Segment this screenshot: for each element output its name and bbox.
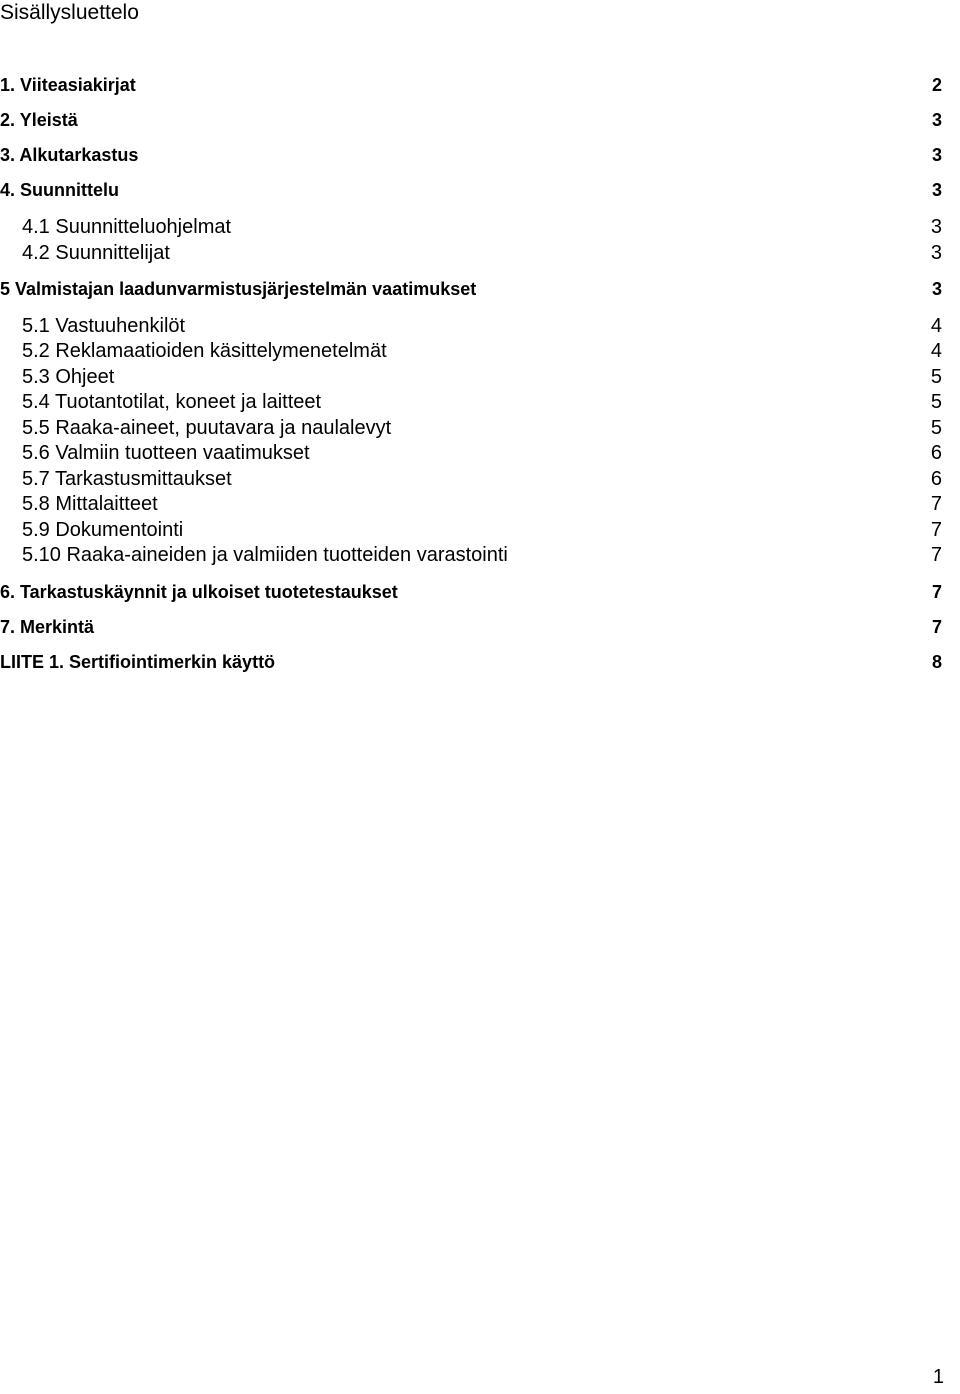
toc-entry	[22, 390, 942, 414]
toc-entry-text: 2. Yleistä	[0, 110, 78, 130]
toc-entry	[22, 241, 942, 265]
toc-entry-text: 4. Suunnittelu	[0, 180, 119, 200]
toc-entry-page: 6	[930, 468, 942, 490]
toc-entry-text: 4.1 Suunnitteluohjelmat	[22, 216, 232, 238]
toc-entry-text: 5.10 Raaka-aineiden ja valmiiden tuotteiden varastointi	[22, 544, 508, 566]
toc-entry	[22, 441, 942, 465]
toc-entry-text: 5.5 Raaka-aineet, puutavara ja naulalevyt	[22, 417, 392, 439]
toc-entry-page: 7	[931, 617, 942, 637]
toc-entry	[0, 178, 942, 202]
toc-entry-page: 5	[930, 417, 942, 439]
toc-entry	[0, 73, 942, 97]
toc-entry-text: 5.6 Valmiin tuotteen vaatimukset	[22, 442, 310, 464]
toc-entry-text: 3. Alkutarkastus	[0, 145, 139, 165]
toc-entry	[22, 543, 942, 567]
toc-entry-text: 5.8 Mittalaitteet	[22, 493, 158, 515]
toc-entry-text: 4.2 Suunnittelijat	[22, 242, 170, 264]
toc-entry-page: 3	[931, 279, 942, 299]
toc-entry	[22, 492, 942, 516]
toc-entry-page: 5	[930, 366, 942, 388]
toc-entry-text: 5 Valmistajan laadunvarmistusjärjestelmän vaatimukset	[0, 279, 477, 299]
toc-entry	[0, 108, 942, 132]
page-number: 1	[932, 1366, 944, 1388]
toc-entry	[0, 143, 942, 167]
toc-entry	[0, 650, 942, 674]
toc-entry-page: 2	[931, 75, 942, 95]
toc-entry-page: 3	[931, 145, 942, 165]
toc-entry	[22, 365, 942, 389]
toc-entry-text: 1. Viiteasiakirjat	[0, 75, 136, 95]
toc-entry-page: 6	[930, 442, 942, 464]
toc-entry-text: 7. Merkintä	[0, 617, 95, 637]
toc-entry-text: 6. Tarkastuskäynnit ja ulkoiset tuotetestaukset	[0, 582, 398, 602]
toc-entry-page: 7	[930, 493, 942, 515]
toc-title: Sisällysluettelo	[0, 1, 139, 24]
toc-entry-text: 5.2 Reklamaatioiden käsittelymenetelmät	[22, 340, 387, 362]
toc-entry-page: 3	[930, 242, 942, 264]
toc-entry	[22, 314, 942, 338]
toc-entry-page: 7	[930, 519, 942, 541]
toc-entry-page: 8	[931, 652, 942, 672]
toc-entry-text: LIITE 1. Sertifiointimerkin käyttö	[0, 652, 276, 672]
toc-entry-page: 3	[930, 216, 942, 238]
toc-entry	[0, 615, 942, 639]
toc-entry-page: 7	[930, 544, 942, 566]
toc-entry-page: 7	[931, 582, 942, 602]
toc-entry-page: 4	[930, 315, 942, 337]
toc-entry	[22, 416, 942, 440]
toc-entry	[22, 518, 942, 542]
toc-entry-text: 5.4 Tuotantotilat, koneet ja laitteet	[22, 391, 322, 413]
toc-entry	[22, 467, 942, 491]
toc-entry-page: 3	[931, 110, 942, 130]
toc-entry-text: 5.1 Vastuuhenkilöt	[22, 315, 186, 337]
toc-entry-text: 5.7 Tarkastusmittaukset	[22, 468, 232, 490]
toc-entry-text: 5.3 Ohjeet	[22, 366, 115, 388]
toc-entry-page: 4	[930, 340, 942, 362]
toc-entry	[0, 580, 942, 604]
toc-entry-page: 3	[931, 180, 942, 200]
toc-entry-text: 5.9 Dokumentointi	[22, 519, 184, 541]
toc-entry	[0, 277, 942, 301]
toc-entry	[22, 215, 942, 239]
toc-entry-page: 5	[930, 391, 942, 413]
toc-entry	[22, 339, 942, 363]
